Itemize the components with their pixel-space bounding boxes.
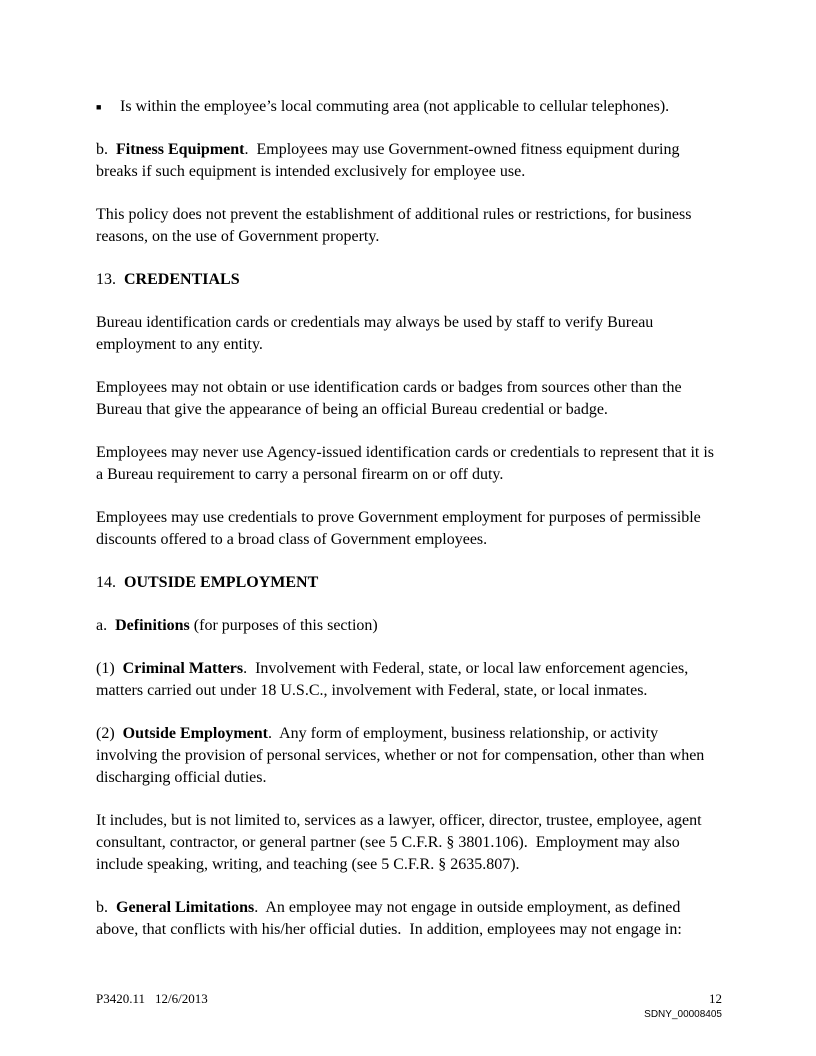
paragraph-definitions <box>96 615 722 637</box>
paragraph-lead-bold: Fitness Equipment <box>116 141 245 158</box>
paragraph-text: Employees may not obtain or use identification cards or badges from sources other than the Bureau that give the appearance of being an official Bureau credential or badge. <box>96 379 686 418</box>
page-number: 12 <box>709 991 722 1006</box>
paragraph-text: Employees may never use Agency-issued identification cards or credentials to represent that it is a Bureau requirement to carry a personal firearm on or off duty. <box>96 444 719 483</box>
paragraph-outside-employment-definition <box>96 723 722 789</box>
bullet-item-commuting-area <box>96 96 722 118</box>
bullet-text: Is within the employee’s local commuting area (not applicable to cellular telephones). <box>120 98 670 115</box>
footer-doc-number: P3420.11 <box>96 991 145 1006</box>
paragraph-policy-note <box>96 204 722 248</box>
paragraph-text: Bureau identification cards or credentials may always be used by staff to verify Bureau employment to any entity. <box>96 314 658 353</box>
paragraph-prefix: b. <box>96 899 116 916</box>
paragraph-text: This policy does not prevent the establishment of additional rules or restrictions, for business reasons, on the use of Government property. <box>96 206 696 245</box>
paragraph-text: Employees may use credentials to prove Government employment for purposes of permissible discounts offered to a broad class of Government employees. <box>96 509 705 548</box>
paragraph-lead-bold: General Limitations <box>116 899 255 916</box>
paragraph-lead-bold: Criminal Matters <box>122 660 244 677</box>
paragraph-text: . Involvement with Federal, state, or local law enforcement agencies, matters carried out under 18 U.S.C., involvement with Federal, state, or local inmates. <box>96 660 693 699</box>
paragraph-credentials-1 <box>96 312 722 356</box>
paragraph-credentials-2 <box>96 377 722 421</box>
footer-date: 12/6/2013 <box>155 991 208 1006</box>
paragraph-prefix: b. <box>96 141 116 158</box>
page-footer <box>96 991 722 1021</box>
section-number: 13. <box>96 271 124 288</box>
paragraph-text: It includes, but is not limited to, services as a lawyer, officer, director, trustee, employee, agent consultant, contractor, or general partner (see 5 C.F.R. § 3801.106). Employment may also include speaking, writing, and teaching (see 5 C.F.R. § 2635.807). <box>96 812 706 873</box>
bates-stamp: SDNY_00008405 <box>644 1009 722 1020</box>
paragraph-includes <box>96 810 722 876</box>
paragraph-text: (for purposes of this section) <box>189 617 378 634</box>
paragraph-general-limitations <box>96 897 722 941</box>
bullet-square-icon: ■ <box>96 102 102 112</box>
footer-right-block <box>644 991 722 1021</box>
section-heading-credentials <box>96 269 722 291</box>
paragraph-credentials-4 <box>96 507 722 551</box>
paragraph-text: . Employees may use Government-owned fitness equipment during breaks if such equipment is intended exclusively for employee use. <box>96 141 684 180</box>
paragraph-lead-bold: Outside Employment <box>122 725 268 742</box>
section-title: OUTSIDE EMPLOYMENT <box>124 574 319 591</box>
footer-document-id <box>96 991 208 1007</box>
paragraph-criminal-matters <box>96 658 722 702</box>
section-number: 14. <box>96 574 124 591</box>
paragraph-prefix: (2) <box>96 725 123 742</box>
paragraph-text: . An employee may not engage in outside employment, as defined above, that conflicts with his/her official duties. In addition, employees may not engage in: <box>96 899 685 938</box>
paragraph-prefix: (1) <box>96 660 123 677</box>
paragraph-fitness-equipment <box>96 139 722 183</box>
document-body <box>96 96 722 962</box>
paragraph-prefix: a. <box>96 617 116 634</box>
section-heading-outside-employment <box>96 572 722 594</box>
paragraph-credentials-3 <box>96 442 722 486</box>
paragraph-lead-bold: Definitions <box>115 617 190 634</box>
paragraph-text: . Any form of employment, business relationship, or activity involving the provision of personal services, whether or not for compensation, other than when discharging official duties. <box>96 725 709 786</box>
section-title: CREDENTIALS <box>124 271 240 288</box>
